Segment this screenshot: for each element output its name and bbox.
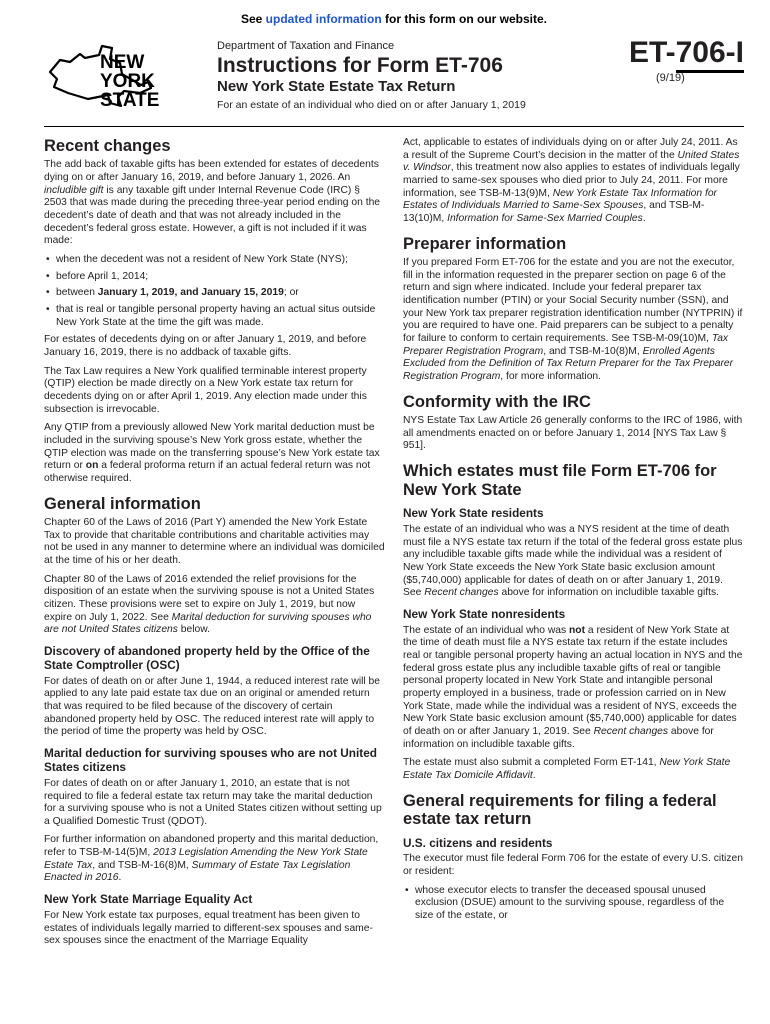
banner-suffix: for this form on our website.: [381, 12, 548, 26]
paragraph: Act, applicable to estates of individuals dying on or after July 24, 2011. As a result of the Supreme Court’s decision in the matter of the United States v. Windsor, this treatment now also applies to estates of individuals legally married to same-sex spouses who died prior to July 24, 2011. For more information, see TSB-M-13(9)M, New York Estate Tax Information for Estates of Individuals Married to Same-Sex Spouses, and TSB-M-13(10)M, Information for Same-Sex Married Couples.: [403, 137, 740, 224]
paragraph: For New York estate tax purposes, equal treatment has been given to estates of individuals legally married to different-sex spouses and same-sex spouses since the enactment of the Marriage Equality: [44, 910, 373, 947]
section-heading: Conformity with the IRC: [403, 392, 591, 411]
section-heading: General requirements for filing a federal estate tax return: [403, 791, 717, 829]
paragraph: The estate of an individual who was a NYS resident at the time of death must file a NYS estate tax return if the total of the federal gross estate plus any includible taxable gifts made while the individual was a resident of New York State exceeds the New York State basic exclusion amount ($5,740,000) applicable for dates of death on or after January 1, 2019. See Recent changes above for information on includible taxable gifts.: [403, 523, 743, 599]
bullet-item: • between January 1, 2019, and January 15, 2019; or: [44, 287, 385, 300]
paragraph: The add back of taxable gifts has been extended for estates of decedents dying on or after January 16, 2019, and before January 1, 2026. An includible gift is any taxable gift under Internal Revenue Code (IRC) § 2503 that was made during the preceding three-year period ending on the decedent’s date of death and that was not already included in the decedent’s federal gross estate. However, a gift is not included if it was made:: [44, 159, 381, 247]
logo-word-new: NEW: [100, 52, 145, 73]
title-block: [209, 38, 576, 111]
section-heading: Recent changes: [44, 137, 171, 155]
updated-info-banner: [44, 12, 744, 26]
bullet-list: [44, 254, 385, 329]
section-heading: U.S. citizens and residents: [403, 835, 553, 850]
left-column: [44, 137, 385, 954]
logo-word-york: YORK: [100, 71, 155, 92]
paragraph: For further information on abandoned property and this marital deduction, refer to TSB-M-14(5)M, 2013 Legislation Amending the New York State Estate Tax, and TSB-M-16(8)M, Summary of Estate Tax Legislation Enacted in 2016.: [44, 834, 379, 884]
form-id-block: [576, 38, 744, 84]
bullet-list: [403, 885, 744, 923]
two-column-body: [44, 127, 744, 954]
department-line: Department of Taxation and Finance: [217, 40, 395, 52]
bullet-item: • before April 1, 2014;: [44, 271, 385, 284]
form-number-prefix: ET-: [628, 36, 676, 69]
section-heading: Discovery of abandoned property held by the Office of the State Comptroller (OSC): [44, 643, 370, 672]
form-number-main: 706-I: [676, 36, 744, 73]
right-column: [403, 137, 744, 954]
new-york-state-outline-icon: [44, 40, 202, 116]
paragraph: Chapter 60 of the Laws of 2016 (Part Y) amended the New York Estate Tax to provide that charitable contributions and charitable activities may not be used in any manner to determine where an individual was domiciled at the time of his or her death.: [44, 517, 385, 566]
applicability-line: For an estate of an individual who died on or after January 1, 2019: [217, 98, 526, 111]
paragraph: Chapter 80 of the Laws of 2016 extended the relief provisions for the disposition of an estate when the surviving spouse is not a United States citizen. These provisions were set to expire on July 1, 2019, but now expire on July 1, 2022. See Marital deduction for surviving spouses who are not United States citizens below.: [44, 573, 375, 636]
updated-information-link[interactable]: updated information: [265, 12, 382, 26]
form-title: Instructions for Form ET-706: [217, 54, 503, 77]
section-heading: New York State nonresidents: [403, 606, 566, 621]
section-heading: Which estates must file Form ET-706 for New York State: [403, 462, 717, 499]
bullet-item: • whose executor elects to transfer the deceased spousal unused exclusion (DSUE) amount to the surviving spouse, regardless of the size of the estate, or: [403, 885, 744, 923]
paragraph: For dates of death on or after June 1, 1944, a reduced interest rate will be applied to any late paid estate tax due on an original or amended return that was required to be filed because of the discovery of certain abandoned property held by OSC. The reduced interest rate will apply to the period of time the property was held by OSC.: [44, 675, 380, 738]
bullet-item: • that is real or tangible personal property having an actual situs outside New York State at the time the gift was made.: [44, 304, 385, 329]
paragraph: The estate of an individual who was not a resident of New York State at the time of death must file a NYS estate tax return if the estate includes real or tangible personal property having an actual location in NYS and the federal gross estate plus any includible taxable gifts of real or tangible personal property located in New York State and intangible personal property employed in a business, trade or profession carried on in New York State, made while the individual was a resident of NYS, exceeds the New York State basic exclusion amount ($5,740,000) applicable for dates of death on or after January 1, 2019. See Recent changes above for information on includible taxable gifts.: [403, 624, 743, 750]
section-heading: New York State residents: [403, 506, 544, 520]
banner-prefix: See: [240, 12, 266, 26]
revision-date: (9/19): [656, 72, 685, 84]
paragraph: If you prepared Form ET-706 for the estate and you are not the executor, fill in the information requested in the preparer section on page 6 of the return and sign where indicated. Include your federal preparer tax identification number (PTIN) or your Social Security number (SSN), and your New York tax preparer registration identification number (NYTPRIN) if you are required to have one. Paid preparers can be subject to a penalty for failure to conform to certain requirements. See TSB-M-09(10)M, Tax Preparer Registration Program, and TSB-M-10(8)M, Enrolled Agents Excluded from the Definition of Tax Return Preparer for the Tax Preparer Registration Program, for more information.: [403, 257, 743, 382]
paragraph: For estates of decedents dying on or after January 1, 2019, and before January 16, 2019, there is no addback of taxable gifts.: [44, 334, 367, 358]
section-heading: Preparer information: [403, 234, 567, 253]
paragraph: The estate must also submit a completed Form ET-141, New York State Estate Tax Domicile Affidavit.: [403, 757, 731, 781]
paragraph: NYS Estate Tax Law Article 26 generally conforms to the IRC of 1986, with all amendments enacted on or before January 1, 2014 [NYS Tax Law § 951].: [403, 415, 743, 452]
bullet-item: • when the decedent was not a resident of New York State (NYS);: [44, 254, 385, 267]
logo-word-state: STATE: [100, 90, 160, 111]
section-heading: Marital deduction for surviving spouses who are not United States citizens: [44, 746, 377, 774]
paragraph: The Tax Law requires a New York qualified terminable interest property (QTIP) election be made directly on a New York estate tax return for decedents dying on or after April 1, 2019. Any election made under this subsection is irrevocable.: [44, 365, 367, 415]
form-number: [576, 38, 744, 68]
section-heading: New York State Marriage Equality Act: [44, 892, 253, 907]
nys-logo: [44, 38, 209, 116]
form-header: [44, 38, 744, 127]
paragraph: For dates of death on or after January 1, 2010, an estate that is not required to file a federal estate tax return may take the marital deduction for a surviving spouse who is not a United States citizen without setting up a Qualified Domestic Trust (QDOT).: [44, 777, 382, 827]
paragraph: Any QTIP from a previously allowed New York marital deduction must be included in the surviving spouse’s New York gross estate, whether the QTIP election was made on the transferring spouse’s New York estate tax return or on a federal proforma return if an actual federal return was not otherwise required.: [44, 422, 380, 484]
form-subtitle: New York State Estate Tax Return: [217, 77, 456, 95]
section-heading: General information: [44, 494, 201, 513]
paragraph: The executor must file federal Form 706 for the estate of every U.S. citizen or resident:: [403, 853, 743, 878]
